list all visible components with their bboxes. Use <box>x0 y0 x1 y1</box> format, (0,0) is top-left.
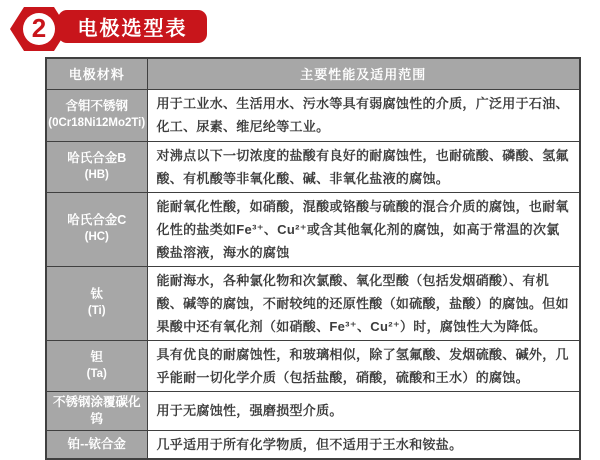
performance-cell: 用于工业水、生活用水、污水等具有弱腐蚀性的介质，广泛用于石油、化工、尿素、维尼纶等工业。 <box>147 89 580 141</box>
performance-cell: 对沸点以下一切浓度的盐酸有良好的耐腐蚀性，也耐硫酸、磷酸、氢氟酸、有机酸等非氧化酸、碱、非氧化盐液的腐蚀。 <box>147 141 580 192</box>
material-name: 含钼不锈钢 <box>65 99 128 113</box>
table-row <box>46 89 580 141</box>
material-name: 钛 <box>90 287 103 301</box>
material-cell <box>46 141 147 192</box>
column-header-performance: 主要性能及适用范围 <box>147 58 580 89</box>
material-name: 不锈钢涂覆碳化钨 <box>52 394 141 426</box>
performance-cell: 用于无腐蚀性，强磨损型介质。 <box>147 391 580 430</box>
table-row <box>46 141 580 192</box>
column-header-material: 电极材料 <box>46 58 147 89</box>
material-cell <box>46 391 147 430</box>
material-cell <box>46 89 147 141</box>
material-cell <box>46 266 147 340</box>
table-row <box>46 430 580 459</box>
performance-cell: 能耐氧化性酸，如硝酸，混酸或铬酸与硫酸的混合介质的腐蚀，也耐氧化性的盐类如Fe³⁺、Cu²⁺或含其他氧化剂的腐蚀，如高于常温的次氯酸盐溶液，海水的腐蚀 <box>147 192 580 266</box>
performance-cell: 能耐海水，各种氯化物和次氯酸、氧化型酸（包括发烟硝酸）、有机酸、碱等的腐蚀，不耐较纯的还原性酸（如硫酸，盐酸）的腐蚀。但如果酸中还有氧化剂（如硝酸、Fe³⁺、Cu²⁺）时，腐蚀性大为降低。 <box>147 266 580 340</box>
step-number: 2 <box>31 12 47 43</box>
performance-cell: 具有优良的耐腐蚀性，和玻璃相似，除了氢氟酸、发烟硫酸、碱外，几乎能耐一切化学介质（包括盐酸，硝酸，硫酸和王水）的腐蚀。 <box>147 340 580 391</box>
material-formula: (Ti) <box>87 305 106 317</box>
material-formula: (Ta) <box>86 367 107 380</box>
material-formula: (HB) <box>84 168 109 181</box>
table-row <box>46 266 580 340</box>
table-row <box>46 340 580 391</box>
material-name: 哈氏合金B <box>67 150 127 165</box>
material-cell <box>46 192 147 266</box>
material-formula: (HC) <box>84 231 109 243</box>
electrode-selection-table <box>45 57 581 460</box>
performance-cell: 几乎适用于所有化学物质，但不适用于王水和铵盐。 <box>147 430 580 459</box>
page-title: 电极选型表 <box>77 18 188 40</box>
table-row <box>46 391 580 430</box>
material-formula: (0Cr18Ni12Mo2Ti) <box>48 117 146 129</box>
page-title-banner <box>58 10 207 43</box>
header <box>0 0 600 57</box>
material-cell <box>46 340 147 391</box>
table-header-row <box>46 58 580 89</box>
material-cell <box>46 430 147 459</box>
table-row <box>46 192 580 266</box>
material-name: 钽 <box>90 349 103 364</box>
material-name: 哈氏合金C <box>67 213 127 227</box>
material-name: 铂--铱合金 <box>67 436 126 451</box>
